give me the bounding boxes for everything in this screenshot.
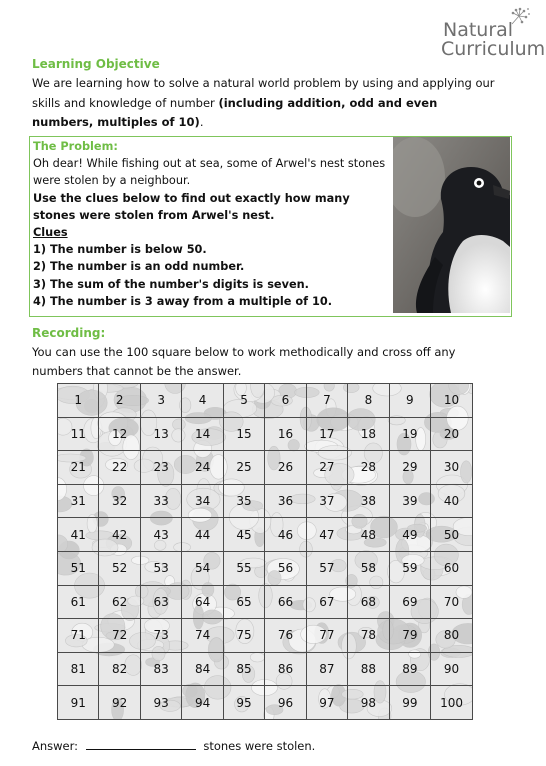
grid-cell[interactable]: 3: [140, 384, 181, 418]
clue-4: 4) The number is 3 away from a multiple of 10.: [33, 294, 333, 308]
grid-cell[interactable]: 30: [431, 451, 473, 485]
clue-3: 3) The sum of the number's digits is seven.: [33, 277, 309, 291]
grid-cell[interactable]: 49: [389, 518, 430, 552]
grid-cell[interactable]: 89: [389, 652, 430, 686]
grid-cell[interactable]: 79: [389, 619, 430, 653]
answer-line: [32, 739, 315, 753]
grid-cell[interactable]: 26: [265, 451, 306, 485]
clue-1: 1) The number is below 50.: [33, 243, 207, 257]
grid-cell[interactable]: 92: [99, 686, 140, 720]
grid-cell[interactable]: 97: [306, 686, 347, 720]
answer-suffix: stones were stolen.: [203, 739, 316, 753]
grid-cell[interactable]: 96: [265, 686, 306, 720]
grid-cell[interactable]: 12: [99, 417, 140, 451]
natural-curriculum-logo: [440, 6, 546, 58]
grid-cell[interactable]: 10: [431, 384, 473, 418]
grid-cell[interactable]: 44: [182, 518, 223, 552]
grid-cell[interactable]: 84: [182, 652, 223, 686]
grid-cell[interactable]: 91: [58, 686, 99, 720]
clues-title: Clues: [33, 226, 68, 240]
grid-cell[interactable]: 59: [389, 551, 430, 585]
grid-cell[interactable]: 72: [99, 619, 140, 653]
grid-cell[interactable]: 85: [223, 652, 264, 686]
grid-cell[interactable]: 11: [58, 417, 99, 451]
grid-cell[interactable]: 40: [431, 484, 473, 518]
grid-row: [58, 652, 473, 686]
grid-cell[interactable]: 93: [140, 686, 181, 720]
grid-cell[interactable]: 33: [140, 484, 181, 518]
grid-cell[interactable]: 42: [99, 518, 140, 552]
grid-row: [58, 384, 473, 418]
grid-cell[interactable]: 45: [223, 518, 264, 552]
grid-cell[interactable]: 4: [182, 384, 223, 418]
grid-cell[interactable]: 60: [431, 551, 473, 585]
grid-cell[interactable]: 87: [306, 652, 347, 686]
answer-label: Answer:: [32, 739, 79, 753]
grid-cell[interactable]: 77: [306, 619, 347, 653]
grid-cell[interactable]: 9: [389, 384, 430, 418]
grid-cell[interactable]: 90: [431, 652, 473, 686]
grid-cell[interactable]: 22: [99, 451, 140, 485]
grid-cell[interactable]: 62: [99, 585, 140, 619]
grid-cell[interactable]: 28: [348, 451, 389, 485]
objective-text-bold: (including addition, odd and even numbers, multiples of 10): [32, 95, 438, 129]
grid-cell[interactable]: 6: [265, 384, 306, 418]
grid-cell[interactable]: 16: [265, 417, 306, 451]
grid-cell[interactable]: 31: [58, 484, 99, 518]
grid-cell[interactable]: 41: [58, 518, 99, 552]
problem-task: Use the clues below to find out exactly how many stones were stolen from Arwel's nest.: [33, 191, 350, 222]
grid-cell[interactable]: 25: [223, 451, 264, 485]
clue-2: 2) The number is an odd number.: [33, 260, 245, 274]
objective-text-end: .: [199, 115, 204, 129]
grid-cell[interactable]: 46: [265, 518, 306, 552]
grid-cell[interactable]: 70: [431, 585, 473, 619]
grid-row: [58, 451, 473, 485]
grid-cell[interactable]: 14: [182, 417, 223, 451]
recording-text: You can use the 100 square below to work methodically and cross off any numbers that cannot be the answer.: [32, 345, 456, 378]
grid-cell[interactable]: 23: [140, 451, 181, 485]
grid-cell[interactable]: 8: [348, 384, 389, 418]
grid-row: [58, 417, 473, 451]
grid-cell[interactable]: 75: [223, 619, 264, 653]
grid-cell[interactable]: 15: [223, 417, 264, 451]
grid-cell[interactable]: 71: [58, 619, 99, 653]
grid-cell[interactable]: 13: [140, 417, 181, 451]
grid-cell[interactable]: 37: [306, 484, 347, 518]
grid-row: [58, 518, 473, 552]
logo-line-1: Natural: [443, 19, 514, 41]
grid-cell[interactable]: 98: [348, 686, 389, 720]
grid-cell[interactable]: 32: [99, 484, 140, 518]
grid-cell[interactable]: 58: [348, 551, 389, 585]
grid-cell[interactable]: 80: [431, 619, 473, 653]
penguin-photo: [393, 137, 510, 313]
grid-cell[interactable]: 56: [265, 551, 306, 585]
grid-cell[interactable]: 27: [306, 451, 347, 485]
grid-cell[interactable]: 54: [182, 551, 223, 585]
grid-row: [58, 585, 473, 619]
grid-cell[interactable]: 38: [348, 484, 389, 518]
grid-row: [58, 619, 473, 653]
grid-cell[interactable]: 66: [265, 585, 306, 619]
grid-row: [58, 484, 473, 518]
grid-cell[interactable]: 67: [306, 585, 347, 619]
grid-cell[interactable]: 88: [348, 652, 389, 686]
grid-cell[interactable]: 69: [389, 585, 430, 619]
grid-cell[interactable]: 74: [182, 619, 223, 653]
grid-cell[interactable]: 63: [140, 585, 181, 619]
problem-title: The Problem:: [33, 140, 118, 153]
grid-cell[interactable]: 50: [431, 518, 473, 552]
grid-cell[interactable]: 43: [140, 518, 181, 552]
problem-intro: Oh dear! While fishing out at sea, some of Arwel's nest stones were stolen by a neighbour.: [33, 157, 386, 188]
recording-title: Recording:: [32, 326, 106, 340]
grid-cell[interactable]: 78: [348, 619, 389, 653]
grid-cell[interactable]: 55: [223, 551, 264, 585]
grid-cell[interactable]: 64: [182, 585, 223, 619]
grid-row: [58, 686, 473, 720]
grid-cell[interactable]: 48: [348, 518, 389, 552]
grid-cell[interactable]: 76: [265, 619, 306, 653]
grid-cell[interactable]: 20: [431, 417, 473, 451]
grid-cell[interactable]: 95: [223, 686, 264, 720]
grid-cell[interactable]: 1: [58, 384, 99, 418]
learning-objective-text: [32, 74, 502, 133]
grid-cell[interactable]: 19: [389, 417, 430, 451]
learning-objective-title: Learning Objective: [32, 57, 160, 71]
grid-cell[interactable]: 65: [223, 585, 264, 619]
grid-cell[interactable]: 39: [389, 484, 430, 518]
grid-cell[interactable]: 100: [431, 686, 473, 720]
grid-cell[interactable]: 29: [389, 451, 430, 485]
grid-row: [58, 551, 473, 585]
grid-cell[interactable]: 53: [140, 551, 181, 585]
grid-cell[interactable]: 99: [389, 686, 430, 720]
grid-cell[interactable]: 86: [265, 652, 306, 686]
grid-cell[interactable]: 5: [223, 384, 264, 418]
grid-cell[interactable]: 24: [182, 451, 223, 485]
problem-text: [33, 138, 393, 310]
hundred-square: [57, 383, 473, 720]
grid-cell[interactable]: 7: [306, 384, 347, 418]
objective-text-plain: We are learning how to solve a natural world problem by using and applying our skills and knowledge of number: [32, 76, 495, 110]
grid-cell[interactable]: 81: [58, 652, 99, 686]
logo-line-2: Curriculum: [441, 38, 546, 60]
grid-cell[interactable]: 61: [58, 585, 99, 619]
grid-cell[interactable]: 21: [58, 451, 99, 485]
grid-cell[interactable]: 34: [182, 484, 223, 518]
grid-cell[interactable]: 82: [99, 652, 140, 686]
grid-cell[interactable]: 83: [140, 652, 181, 686]
grid-cell[interactable]: 18: [348, 417, 389, 451]
grid-cell[interactable]: 47: [306, 518, 347, 552]
grid-cell[interactable]: 52: [99, 551, 140, 585]
grid-cell[interactable]: 73: [140, 619, 181, 653]
grid-cell[interactable]: 36: [265, 484, 306, 518]
answer-blank[interactable]: [86, 739, 196, 750]
grid-cell[interactable]: 35: [223, 484, 264, 518]
grid-cell[interactable]: 94: [182, 686, 223, 720]
grid-cell[interactable]: 57: [306, 551, 347, 585]
grid-cell[interactable]: 68: [348, 585, 389, 619]
grid-cell[interactable]: 51: [58, 551, 99, 585]
grid-cell[interactable]: 2: [99, 384, 140, 418]
grid-cell[interactable]: 17: [306, 417, 347, 451]
